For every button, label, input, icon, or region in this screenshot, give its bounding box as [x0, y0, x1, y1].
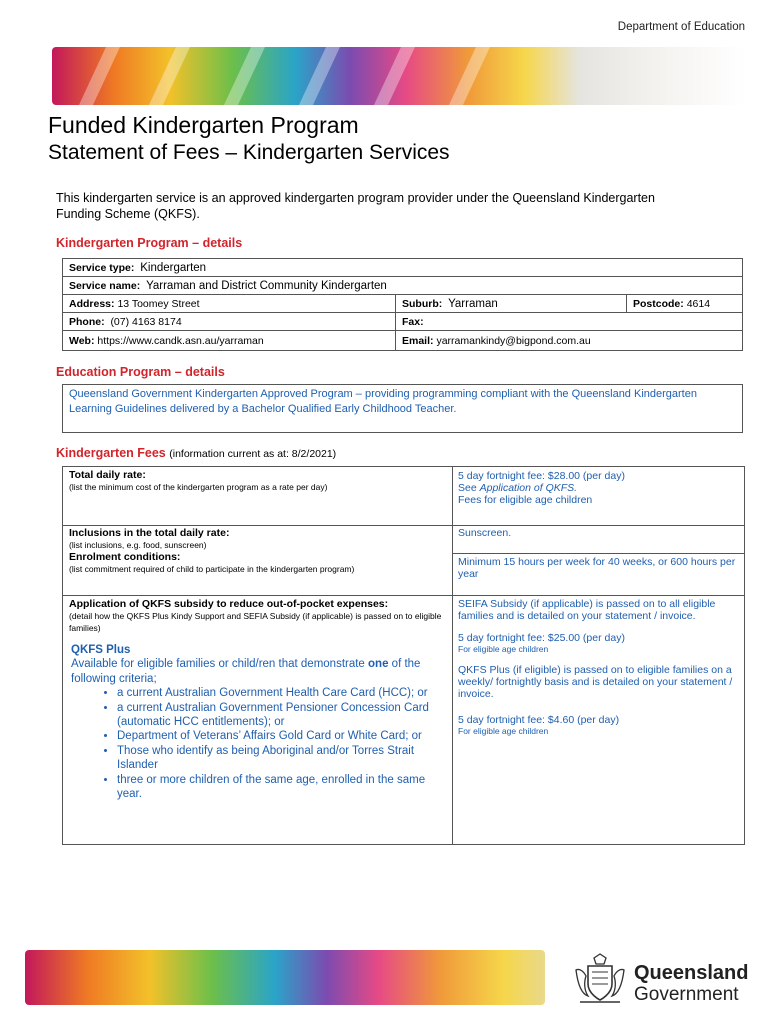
fees-heading-text: Kindergarten Fees [56, 446, 166, 460]
department-name: Department of Education [617, 21, 745, 33]
qkfs-plus-heading: QKFS Plus [71, 644, 131, 656]
enrolment-hint: (list commitment required of child to participate in the kindergarten program) [69, 564, 355, 574]
education-program-text: Queensland Government Kindergarten Approved Program – providing programming compliant with the Queensland Kindergarten Learning Guidelines delivered by a Bachelor Qualified Early Childhood Teacher. [62, 384, 743, 433]
page-subtitle: Statement of Fees – Kindergarten Services [48, 141, 450, 164]
seifa-value: SEIFA Subsidy (if applicable) is passed on to all eligible families and is detailed on your statement / invoice. [458, 598, 716, 622]
qkfs-label: Application of QKFS subsidy to reduce out-of-pocket expenses: [69, 598, 389, 610]
logo-government: Government [634, 984, 739, 1005]
inclusions-label-cell [69, 527, 447, 575]
qkfs-plus-intro [71, 658, 420, 684]
fees-heading [56, 446, 336, 460]
daily-rate-eligible: Fees for eligible age children [458, 494, 593, 506]
address-value: 13 Toomey Street [117, 297, 200, 310]
qkfs-plus-intro-pre: Available for eligible families or child/ren that demonstrate [71, 658, 369, 671]
criteria-item: • a current Australian Government Pensioner Concession Card (automatic HCC entitlements); or [117, 701, 447, 730]
criteria-item: • three or more children of the same age, enrolled in the same year. [117, 773, 447, 802]
suburb-value: Yarraman [448, 297, 498, 310]
daily-rate-value-cell [458, 470, 738, 506]
eligible-note-2: For eligible age children [458, 726, 549, 736]
web-cell [63, 331, 396, 351]
web-link[interactable]: https://www.candk.asn.au/yarraman [97, 334, 264, 347]
fees-row-divider [63, 525, 744, 526]
enrolment-value: Minimum 15 hours per week for 40 weeks, or 600 hours per year [458, 556, 736, 580]
qkfs-hint: (detail how the QKFS Plus Kindy Support and SEFIA Subsidy (if applicable) is passed on to eligible families) [69, 611, 442, 633]
phone-cell [63, 313, 396, 331]
daily-rate-fee: 5 day fortnight fee: $28.00 (per day) [458, 470, 625, 482]
daily-rate-see [458, 482, 738, 494]
qkfs-plus-intro-post: of the following criteria; [71, 658, 421, 685]
address-cell [63, 295, 396, 313]
inclusions-label: Inclusions in the total daily rate: [69, 527, 230, 539]
fees-table [62, 466, 745, 845]
service-type-label: Service type: [69, 261, 135, 274]
service-name-label: Service name: [69, 279, 141, 292]
service-name-cell [63, 277, 743, 295]
qkfs-label-cell [69, 598, 447, 634]
service-type-value: Kindergarten [140, 261, 207, 274]
phone-value: (07) 4163 8174 [110, 315, 182, 328]
eligible-note-1: For eligible age children [458, 644, 549, 654]
criteria-item: • Those who identify as being Aboriginal and/or Torres Strait Islander [117, 744, 447, 773]
fee-460: 5 day fortnight fee: $4.60 (per day) [458, 714, 620, 726]
intro-paragraph: This kindergarten service is an approved kindergarten program provider under the Queensland Kindergarten Funding Scheme (QKFS). [56, 191, 655, 221]
fees-column-divider [452, 467, 453, 844]
qkfs-plus-value: QKFS Plus (if eligible) is passed on to eligible families on a weekly/ fortnightly basis and is detailed on your statement / invoice. [458, 664, 733, 700]
suburb-label: Suburb: [402, 297, 443, 310]
qkfs-plus-section [71, 643, 447, 801]
web-label: Web: [69, 334, 95, 347]
address-label: Address: [69, 297, 115, 310]
email-label: Email: [402, 334, 434, 347]
postcode-value: 4614 [686, 297, 711, 310]
inclusions-value: Sunscreen. [458, 527, 512, 539]
fees-row-divider [452, 553, 744, 554]
service-name-value: Yarraman and District Community Kindergarten [146, 279, 387, 292]
education-program-heading: Education Program – details [56, 365, 225, 379]
criteria-item: • a current Australian Government Health Care Card (HCC); or [117, 686, 447, 700]
fax-cell [396, 313, 743, 331]
daily-rate-hint: (list the minimum cost of the kindergarten program as a rate per day) [69, 482, 328, 492]
qkfs-plus-intro-bold: one [368, 658, 389, 671]
criteria-item: • Department of Veterans’ Affairs Gold Card or White Card; or [117, 729, 447, 743]
inclusions-hint: (list inclusions, e.g. food, sunscreen) [69, 540, 207, 550]
footer-banner [25, 950, 545, 1005]
program-details-table [62, 258, 743, 351]
queensland-crest-icon [572, 952, 628, 1008]
daily-rate-label: Total daily rate: [69, 469, 146, 481]
application-of-qkfs-ref: Application of QKFS. [479, 482, 578, 494]
phone-label: Phone: [69, 315, 105, 328]
daily-rate-see-prefix: See [458, 482, 480, 494]
fee-25: 5 day fortnight fee: $25.00 (per day) [458, 632, 625, 644]
daily-rate-label-cell [69, 469, 447, 493]
header-banner [52, 47, 746, 105]
fees-current-note: (information current as at: 8/2/2021) [169, 448, 337, 460]
fees-row-divider [63, 595, 744, 596]
email-link[interactable]: yarramankindy@bigpond.com.au [436, 334, 591, 347]
service-type-cell [63, 259, 743, 277]
suburb-cell [396, 295, 627, 313]
logo-queensland: Queensland [634, 962, 749, 984]
fax-label: Fax: [402, 315, 424, 328]
criteria-list [71, 686, 447, 801]
email-cell [396, 331, 743, 351]
qkfs-values-cell [458, 598, 740, 736]
page-title: Funded Kindergarten Program [48, 112, 359, 138]
enrolment-label: Enrolment conditions: [69, 551, 181, 563]
postcode-cell [627, 295, 743, 313]
postcode-label: Postcode: [633, 297, 684, 310]
program-details-heading: Kindergarten Program – details [56, 236, 243, 250]
